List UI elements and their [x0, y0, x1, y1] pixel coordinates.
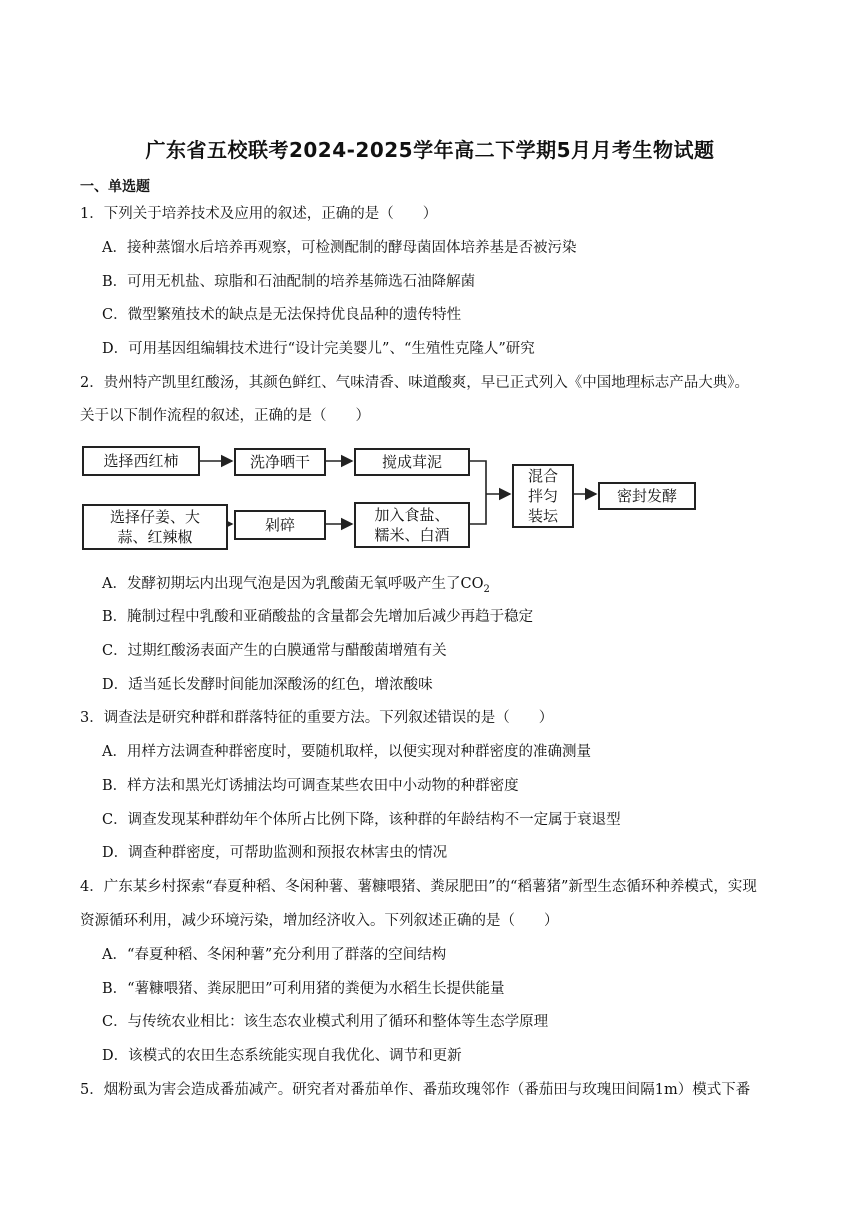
question-2-option-b: B．腌制过程中乳酸和亚硝酸盐的含量都会先增加后减少再趋于稳定: [102, 609, 534, 625]
flow-box-stir-paste: 搅成茸泥: [354, 448, 470, 476]
flow-box-select-spices: 选择仔姜、大 蒜、红辣椒: [82, 504, 228, 550]
question-1-option-d: D．可用基因组编辑技术进行“设计完美婴儿”、“生殖性克隆人”研究: [102, 341, 535, 357]
co2-subscript: 2: [483, 583, 490, 595]
flow-box-wash-dry: 洗净晒干: [234, 448, 326, 476]
fermentation-flow-diagram: [80, 438, 700, 554]
question-1-stem: 1．下列关于培养技术及应用的叙述，正确的是（ ）: [80, 206, 438, 222]
question-2-option-a: [102, 574, 490, 600]
question-2-option-a-text: A．发酵初期坛内出现气泡是因为乳酸菌无氧呼吸产生了CO: [102, 576, 484, 592]
question-4-stem-line-2: 资源循环利用，减少环境污染，增加经济收入。下列叙述正确的是（ ）: [80, 913, 559, 929]
question-3-option-d: D．调查种群密度，可帮助监测和预报农林害虫的情况: [102, 845, 448, 861]
page-title: 广东省五校联考2024-2025学年高二下学期5月月考生物试题: [145, 138, 715, 162]
question-4-stem-line-1: 4．广东某乡村探索“春夏种稻、冬闲种薯、薯糠喂猪、粪尿肥田”的“稻薯猪”新型生态循环种养模式，实现: [80, 879, 757, 895]
question-1-option-c: C．微型繁殖技术的缺点是无法保持优良品种的遗传特性: [102, 307, 462, 323]
question-5-stem-line-1: 5．烟粉虱为害会造成番茄减产。研究者对番茄单作、番茄玫瑰邻作（番茄田与玫瑰田间隔1m）模式下番: [80, 1082, 751, 1098]
question-1-option-b: B．可用无机盐、琼脂和石油配制的培养基筛选石油降解菌: [102, 274, 476, 290]
question-3-option-c: C．调查发现某种群幼年个体所占比例下降，该种群的年龄结构不一定属于衰退型: [102, 812, 621, 828]
question-2-option-c: C．过期红酸汤表面产生的白膜通常与醋酸菌增殖有关: [102, 643, 447, 659]
question-1-option-a: A．接种蒸馏水后培养再观察，可检测配制的酵母菌固体培养基是否被污染: [102, 240, 577, 256]
question-4-option-c: C．与传统农业相比：该生态农业模式利用了循环和整体等生态学原理: [102, 1014, 549, 1030]
flow-box-seal-ferment: 密封发酵: [598, 482, 696, 510]
flow-box-chop: 剁碎: [234, 510, 326, 540]
flow-box-mix-jar: 混合 拌匀 装坛: [512, 464, 574, 528]
question-4-option-d: D．该模式的农田生态系统能实现自我优化、调节和更新: [102, 1048, 462, 1064]
question-3-option-b: B．样方法和黑光灯诱捕法均可调查某些农田中小动物的种群密度: [102, 778, 519, 794]
flow-box-select-tomato: 选择西红柿: [82, 446, 200, 476]
question-2-option-d: D．适当延长发酵时间能加深酸汤的红色，增浓酸味: [102, 677, 433, 693]
section-heading: 一、单选题: [80, 179, 150, 195]
question-3-option-a: A．用样方法调查种群密度时，要随机取样，以便实现对种群密度的准确测量: [102, 744, 591, 760]
question-2-stem-line-1: 2．贵州特产凯里红酸汤，其颜色鲜红、气味清香、味道酸爽，早已正式列入《中国地理标志产品大典》。: [80, 375, 749, 391]
question-2-stem-line-2: 关于以下制作流程的叙述，正确的是（ ）: [80, 408, 370, 424]
question-4-option-b: B．“薯糠喂猪、粪尿肥田”可利用猪的粪便为水稻生长提供能量: [102, 981, 505, 997]
question-3-stem: 3．调查法是研究种群和群落特征的重要方法。下列叙述错误的是（ ）: [80, 710, 554, 726]
flow-box-add-ingredients: 加入食盐、 糯米、白酒: [354, 502, 470, 548]
question-4-option-a: A．“春夏种稻、冬闲种薯”充分利用了群落的空间结构: [102, 947, 447, 963]
